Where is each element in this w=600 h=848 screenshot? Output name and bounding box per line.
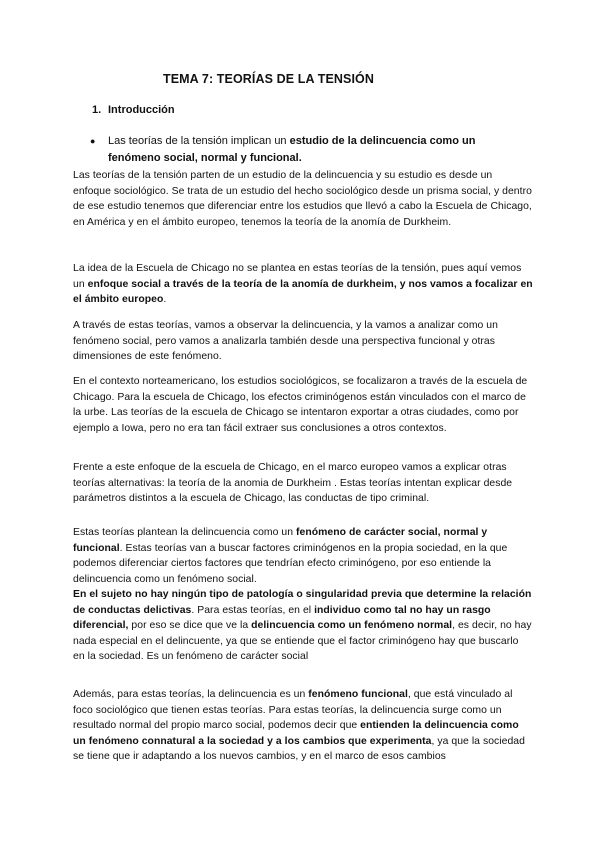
paragraph-6-bold-d: delincuencia como un fenómeno normal (251, 620, 453, 631)
paragraph-6-text-e: , es decir, no hay nada especial en el delincuente, ya que se entiende que el factor criminógeno hay que buscarlo en la sociedad. Es un fenómeno de carácter social (73, 620, 532, 662)
bullet-text (108, 133, 522, 167)
paragraph-1-text: Las teorías de la tensión parten de un estudio de la delincuencia y su estudio es desde un enfoque sociológico. Se trata de un estudio del hecho sociológico desde un prisma social, y dentro de ese estudio tenemos que diferenciar entre los estudios que llevó a cabo la Escuela de Chicago, en América y en el ámbito europeo, tenemos la teoría de la anomía de Durkheim. (73, 170, 532, 228)
bullet-item (92, 133, 522, 167)
paragraph-7-bold-a: fenómeno funcional (308, 689, 408, 700)
paragraph-2-text: La idea de la Escuela de Chicago no se plantea en estas teorías de la tensión, pues aquí vemos un (73, 263, 522, 290)
page-title: TEMA 7: TEORÍAS DE LA TENSIÓN (163, 72, 375, 86)
paragraph-6-text-c: . Para estas teorías, en el (191, 604, 315, 616)
section-label: Introducción (108, 104, 175, 116)
paragraph-4 (73, 374, 533, 436)
section-heading (92, 104, 175, 116)
paragraph-6-text-b: . Estas teorías van a buscar factores criminógenos en la propia sociedad, en la que podemos diferenciar ciertos factores que tendrían efecto criminógeno, por eso entiende la delincuencia como un fenómeno social. (73, 542, 508, 585)
bullet-text-plain: Las teorías de la tensión implican un (108, 135, 290, 147)
paragraph-6-text-a: Estas teorías plantean la delincuencia como un (73, 527, 296, 538)
paragraph-6-bold-c: individuo como tal no hay un rasgo diferencial, (73, 604, 491, 631)
paragraph-5-text: Frente a este enfoque de la escuela de Chicago, en el marco europeo vamos a explicar otras teorías alternativas: la teoría de la anomia de Durkheim . Estas teorías intentan explicar desde parámetros distintos a la escuela de Chicago, las conductas de tipo criminal. (73, 462, 513, 504)
bullet-text-bold: estudio de la delincuencia como un fenómeno social, normal y funcional. (108, 135, 476, 164)
paragraph-6-bold-a: fenómeno de carácter social, normal y funcional (73, 527, 488, 554)
paragraph-2-end: . (163, 294, 167, 305)
paragraph-7-bold-b: entienden la delincuencia como un fenómeno connatural a la sociedad y a los cambios que experimenta (73, 720, 519, 747)
paragraph-7 (73, 687, 533, 765)
paragraph-1 (73, 168, 533, 230)
paragraph-7-text-c: , ya que la sociedad se tiene que ir adaptando a los nuevos cambios, y en el marco de esos cambios (73, 735, 525, 762)
paragraph-4-text: En el contexto norteamericano, los estudios sociológicos, se focalizaron a través de la escuela de Chicago. Para la escuela de Chicago, los efectos criminógenos están vinculados con el marco de la urbe. Las teorías de la escuela de Chicago se intentaron exportar a otras ciudades, como por ejemplo a Iowa, pero no era tan fácil extraer sus conclusiones a otros contextos. (73, 376, 528, 434)
section-number: 1. (92, 104, 102, 116)
paragraph-7-text-a: Además, para estas teorías, la delincuencia es un (73, 689, 309, 700)
paragraph-7-text-b: , que está vinculado al foco sociológico que tienen estas teorías. Para estas teorías, la delincuencia surge como un resultado normal del propio marco social, podemos decir que (73, 689, 513, 731)
paragraph-6-text-d: por eso se dice que ve la (128, 620, 252, 631)
paragraph-6 (73, 525, 533, 665)
paragraph-3 (73, 318, 533, 365)
paragraph-3-text: A través de estas teorías, vamos a observar la delincuencia, y la vamos a analizar como un fenómeno social, pero vamos a analizarla también desde una perspectiva funcional y otras dimensiones de este fenómeno. (73, 320, 498, 362)
paragraph-6-bold-b: En el sujeto no hay ningún tipo de patología o singularidad previa que determine la relación de conductas delictivas (73, 589, 532, 616)
paragraph-2-bold: enfoque social a través de la teoría de la anomía de durkheim, y nos vamos a focalizar en el ámbito europeo (73, 278, 533, 305)
paragraph-5 (73, 460, 533, 507)
paragraph-2 (73, 261, 533, 308)
bullet-dot-icon: ● (90, 136, 96, 146)
